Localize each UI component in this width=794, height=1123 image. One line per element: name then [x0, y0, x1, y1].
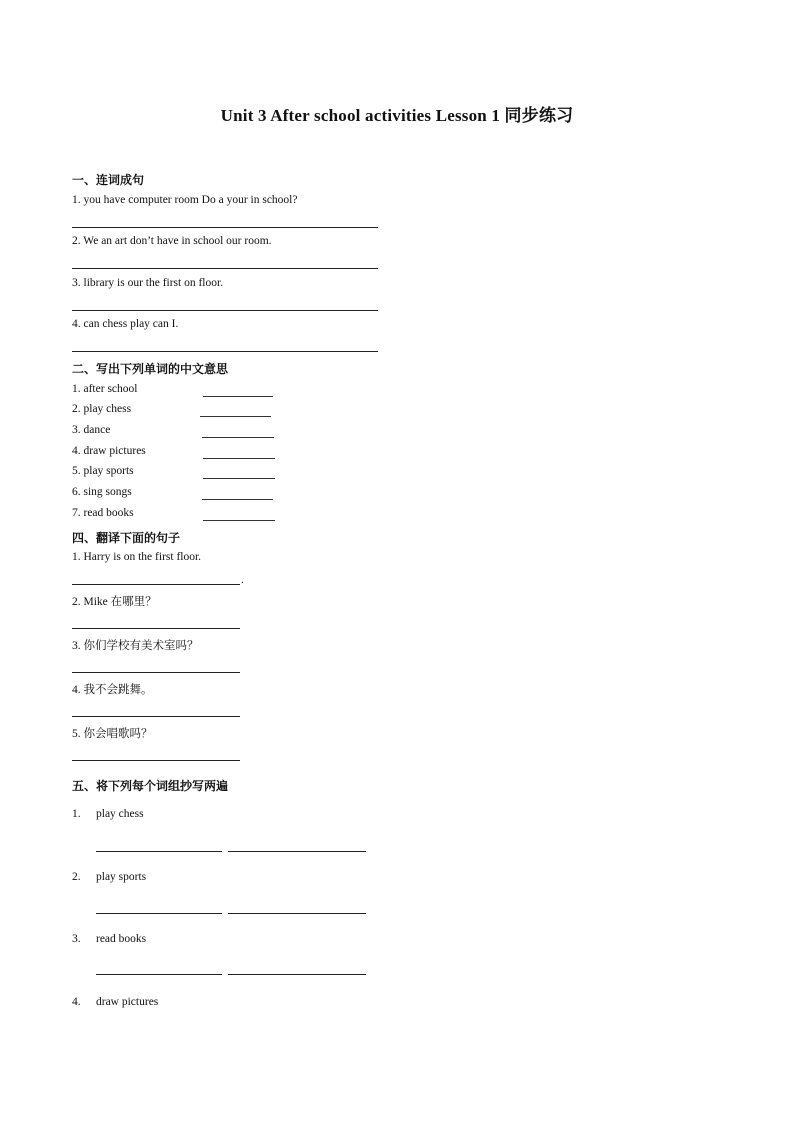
s2-blank-1[interactable] [203, 396, 273, 397]
s5-copy-line-3a[interactable] [96, 974, 222, 975]
s1-question-3: 3. library is our the first on floor. [72, 277, 224, 289]
s5-phrase-3: read books [96, 933, 147, 945]
s5-number-4: 4. [72, 996, 81, 1008]
s5-copy-line-1a[interactable] [96, 851, 222, 852]
s2-blank-3[interactable] [202, 437, 274, 438]
s2-blank-2[interactable] [200, 416, 271, 417]
s1-question-2: 2. We an art don’t have in school our room. [72, 235, 272, 247]
s5-copy-line-1b[interactable] [228, 851, 366, 852]
page-title: Unit 3 After school activities Lesson 1 同步练习 [220, 106, 574, 125]
s2-blank-5[interactable] [203, 478, 275, 479]
s5-copy-line-3b[interactable] [228, 974, 366, 975]
s1-answer-line-3[interactable] [72, 310, 378, 311]
s4-answer-line-3[interactable] [72, 672, 240, 673]
section-5-heading: 五、将下列每个词组抄写两遍 [72, 779, 229, 793]
s2-word-4: 4. draw pictures [72, 445, 146, 457]
s5-phrase-1: play chess [96, 808, 144, 820]
section-4-heading: 四、翻译下面的句子 [72, 531, 181, 545]
s4-answer-line-4[interactable] [72, 716, 240, 717]
s1-answer-line-2[interactable] [72, 268, 378, 269]
s2-blank-7[interactable] [203, 520, 275, 521]
s5-number-2: 2. [72, 871, 81, 883]
section-1-heading: 一、连词成句 [72, 173, 145, 187]
s5-number-3: 3. [72, 933, 81, 945]
s5-copy-line-2b[interactable] [228, 913, 366, 914]
s2-word-3: 3. dance [72, 424, 111, 436]
s1-question-1: 1. you have computer room Do a your in school? [72, 194, 298, 206]
s4-sentence-1: 1. Harry is on the first floor. [72, 551, 202, 563]
s4-sentence-3: 3. 你们学校有美术室吗？ [72, 640, 199, 652]
s4-answer-line-1[interactable] [72, 584, 240, 585]
s2-blank-6[interactable] [202, 499, 273, 500]
s1-answer-line-1[interactable] [72, 227, 378, 228]
section-2-heading: 二、写出下列单词的中文意思 [72, 362, 229, 376]
s4-sentence-2: 2. Mike 在哪里？ [72, 596, 157, 608]
s2-word-5: 5. play sports [72, 465, 134, 477]
s2-word-2: 2. play chess [72, 403, 132, 415]
s4-answer-line-2[interactable] [72, 628, 240, 629]
s1-question-4: 4. can chess play can I. [72, 318, 179, 330]
s5-number-1: 1. [72, 808, 81, 820]
s5-phrase-2: play sports [96, 871, 147, 883]
s4-period: . [241, 574, 244, 586]
s2-word-1: 1. after school [72, 383, 138, 395]
s2-word-6: 6. sing songs [72, 486, 132, 498]
s5-copy-line-2a[interactable] [96, 913, 222, 914]
s4-answer-line-5[interactable] [72, 760, 240, 761]
s2-word-7: 7. read books [72, 507, 134, 519]
s1-answer-line-4[interactable] [72, 351, 378, 352]
s4-sentence-4: 4. 我不会跳舞。 [72, 684, 153, 696]
s2-blank-4[interactable] [203, 458, 275, 459]
s4-sentence-5: 5. 你会唱歌吗？ [72, 728, 153, 740]
s5-phrase-4: draw pictures [96, 996, 159, 1008]
